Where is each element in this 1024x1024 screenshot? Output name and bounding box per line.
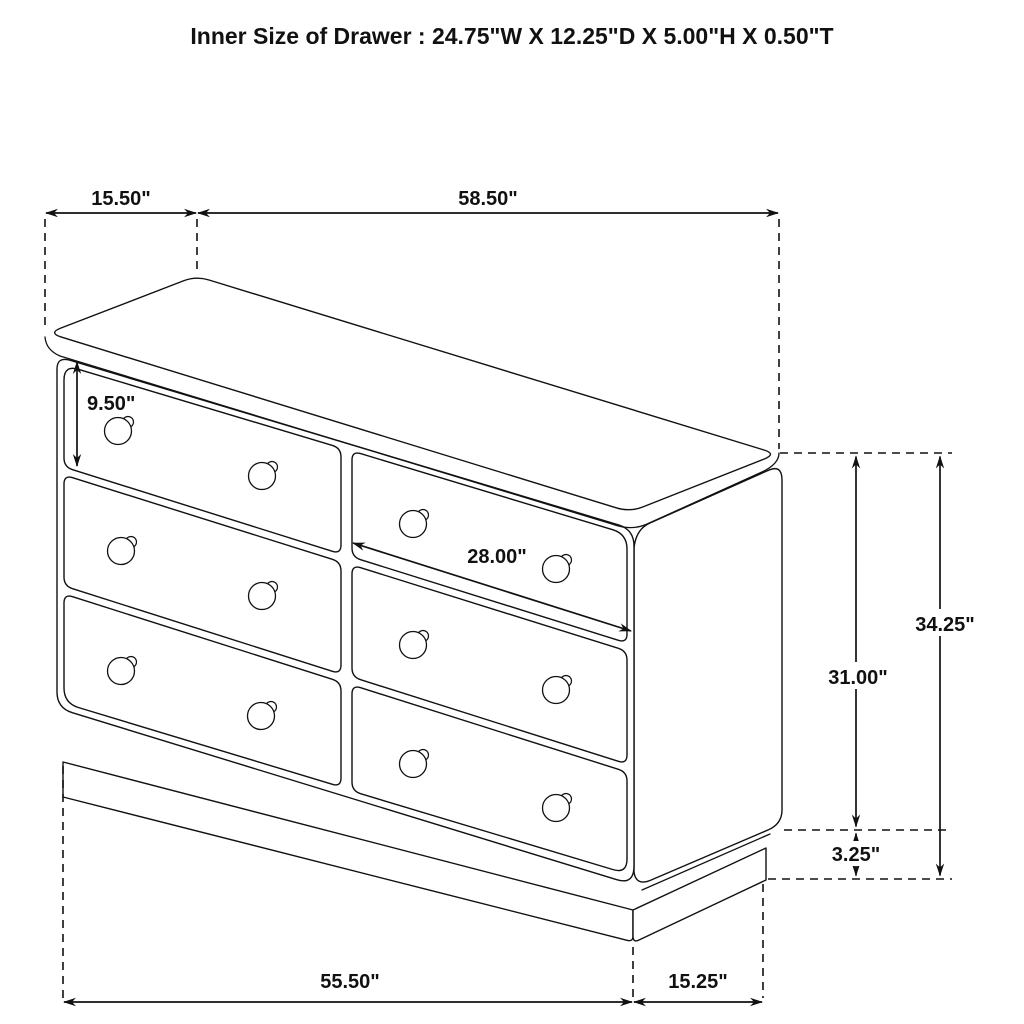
diagram-title: Inner Size of Drawer : 24.75"W X 12.25"D X 5.00"H X 0.50"T xyxy=(190,23,834,49)
dresser-drawing xyxy=(45,278,782,941)
dim-label-bottom-depth: 15.25" xyxy=(668,971,728,993)
dim-label-bottom-width: 55.50" xyxy=(320,971,380,993)
dim-label-top-width: 58.50" xyxy=(458,188,518,210)
dim-label-case-height: 31.00" xyxy=(828,667,888,689)
dim-label-overall-height: 34.25" xyxy=(915,614,975,636)
dim-label-drawer-height: 9.50" xyxy=(87,393,136,415)
dim-label-top-depth: 15.50" xyxy=(91,188,151,210)
dresser-side-panel xyxy=(634,469,782,882)
dim-label-drawer-inner-width: 28.00" xyxy=(467,546,527,568)
dim-label-base-height: 3.25" xyxy=(831,844,881,866)
